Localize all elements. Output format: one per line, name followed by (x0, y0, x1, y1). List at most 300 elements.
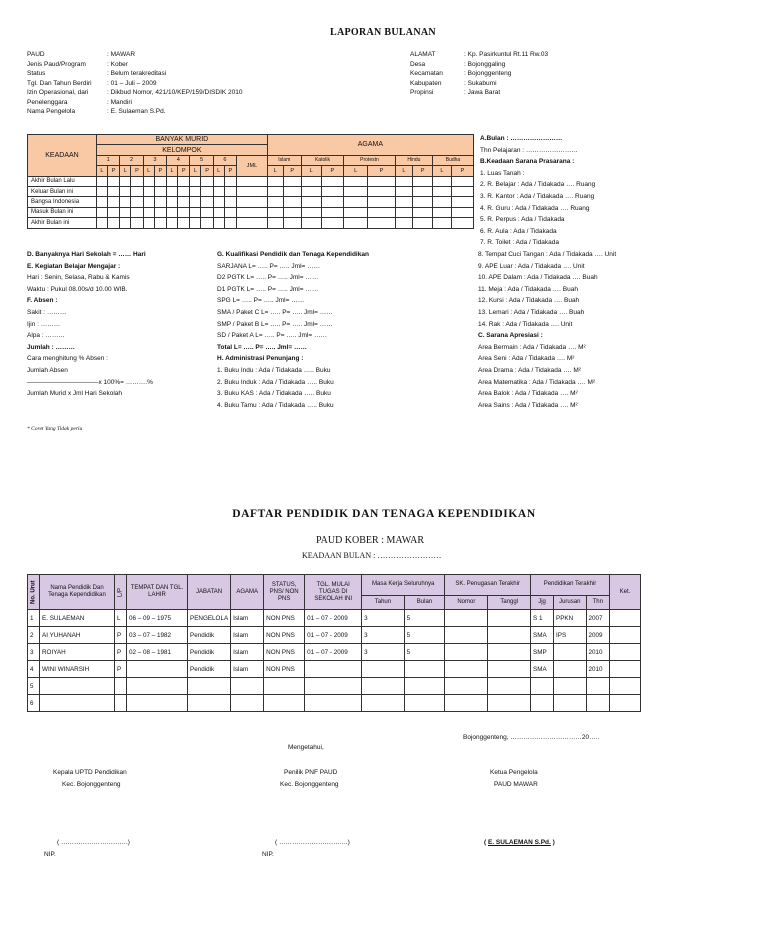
staff-cell-ket (610, 678, 641, 695)
grid-cell (131, 207, 143, 217)
grid-cell (368, 218, 396, 228)
staff-cell-status (264, 678, 305, 695)
grid-cell (237, 176, 268, 186)
staff-cell-status (264, 695, 305, 712)
grid-cell (154, 176, 166, 186)
staff-cell-jurusan: IPS (554, 627, 586, 644)
kelompok-header: KELOMPOK (97, 145, 268, 155)
grid-cell (97, 218, 108, 228)
info-row (27, 60, 243, 70)
acknowledged-label: Mengetahui, (288, 744, 324, 751)
text-line: Area Seni : Ada / Tidakada …. M² (478, 355, 575, 363)
text-line: 1. Luas Tanah : (480, 169, 525, 177)
info-value: : Kober (107, 60, 128, 68)
grid-cell (131, 176, 143, 186)
staff-cell-tgl (305, 695, 362, 712)
info-row (410, 60, 548, 70)
staff-row (28, 627, 641, 644)
text-line: 8. Tempat Cuci Tangan : Ada / Tidakada …. Unit (478, 251, 617, 258)
staff-cell-agama (231, 695, 264, 712)
info-key: Tgl. Dan Tahun Berdiri (27, 79, 92, 87)
staff-cell-no: 3 (28, 644, 40, 661)
grid-row (28, 176, 474, 186)
staff-cell-ket (610, 695, 641, 712)
head-uptd-nip: NIP. (44, 851, 56, 858)
gender-l: L (97, 166, 108, 176)
text-line: 1. Buku Indu : Ada / Tidakada ….. Buku (217, 366, 331, 374)
staff-cell-tahun: 3 (362, 610, 405, 627)
staff-cell-tgl (305, 661, 362, 678)
staff-cell-bulan (404, 695, 445, 712)
religion-header: Budha (432, 155, 473, 165)
info-value: : Sukabumi (464, 79, 497, 87)
grid-cell (301, 186, 321, 196)
gender-l: L (301, 166, 321, 176)
staff-title: DAFTAR PENDIDIK DAN TENAGA KEPENDIDIKAN (232, 508, 536, 520)
religion-header: Hindu (395, 155, 432, 165)
staff-cell-nama: ROIYAH (40, 644, 115, 661)
staff-cell-thn (586, 678, 609, 695)
info-row (27, 88, 243, 98)
staff-cell-ket (610, 661, 641, 678)
grid-cell (432, 218, 451, 228)
facilities-and-appreciation (478, 249, 616, 411)
header-masa_kerja: Masa Kerja Seluruhnya (362, 575, 445, 596)
text-line: 13. Lemari : Ada / Tidakada …. Buah (478, 308, 585, 316)
group-header: 5 (190, 155, 213, 165)
staff-cell-nomor (445, 627, 488, 644)
info-row (410, 88, 548, 98)
text-line: SMP / Paket B L= ….. P= ….. Jml= …… (217, 320, 333, 328)
grid-row-label: Keluar Bulan ini (28, 186, 97, 196)
staff-cell-no: 2 (28, 627, 40, 644)
staff-cell-status: NON PNS (264, 644, 305, 661)
staff-cell-jjg (531, 695, 554, 712)
text-line: 4. Buku Tamu : Ada / Tidakada ….. Buku (217, 401, 334, 409)
header-tgl_mulai: TGL. MULAI TUGAS DI SEKOLAH INI (305, 575, 362, 610)
text-line: Hari : Senin, Selasa, Rabu & Kamis (27, 274, 130, 282)
grid-cell (344, 176, 368, 186)
grid-cell (97, 207, 108, 217)
staff-cell-bulan: 5 (404, 644, 445, 661)
gender-p: P (201, 166, 213, 176)
staff-cell-tanggl (488, 627, 531, 644)
grid-cell (213, 207, 224, 217)
staff-cell-jjg: SMA (531, 661, 554, 678)
agama-header: AGAMA (267, 135, 473, 156)
head-uptd-sub: Kec. Bojonggenteng (62, 781, 121, 788)
staff-cell-lp: P (115, 661, 127, 678)
text-line: Jumlah Absen (27, 366, 68, 374)
grid-cell (432, 207, 451, 217)
group-header: 6 (213, 155, 236, 165)
staff-cell-jjg: SMA (531, 627, 554, 644)
grid-cell (301, 176, 321, 186)
place-date: Bojonggenteng, ……………………………20….. (463, 734, 600, 741)
staff-cell-jurusan (554, 695, 586, 712)
grid-cell (283, 197, 301, 207)
gender-l: L (344, 166, 368, 176)
info-row (27, 50, 243, 60)
grid-cell (451, 218, 473, 228)
gender-l: L (213, 166, 224, 176)
gender-p: P (321, 166, 344, 176)
grid-cell (237, 207, 268, 217)
staff-cell-no: 1 (28, 610, 40, 627)
staff-row (28, 678, 641, 695)
info-key: Desa (410, 60, 426, 68)
text-line: E. Kegiatan Belajar Mengajar : (27, 262, 121, 270)
group-header: 3 (143, 155, 166, 165)
staff-cell-thn: 2007 (586, 610, 609, 627)
grid-cell (432, 186, 451, 196)
staff-cell-jurusan (554, 661, 586, 678)
grid-cell (167, 197, 178, 207)
text-line: Waktu : Pukul 08.00s/d 10.00 WIB. (27, 285, 128, 293)
grid-cell (120, 207, 131, 217)
text-line: Alpa : ……… (27, 332, 65, 340)
grid-cell (120, 176, 131, 186)
staff-cell-status: NON PNS (264, 610, 305, 627)
grid-cell (107, 218, 119, 228)
grid-cell (237, 197, 268, 207)
grid-cell (154, 207, 166, 217)
staff-cell-nama: WINI WINARSIH (40, 661, 115, 678)
grid-cell (201, 176, 213, 186)
text-line: D2 PGTK L= ….. P= ….. Jml= …… (217, 274, 319, 282)
text-line: Area Drama : Ada / Tidakada …. M² (478, 366, 581, 374)
grid-cell (321, 197, 344, 207)
info-row (27, 79, 243, 89)
staff-row (28, 644, 641, 661)
grid-cell (120, 186, 131, 196)
staff-cell-nomor (445, 695, 488, 712)
grid-cell (177, 218, 189, 228)
text-line: 4. R. Guru : Ada / Tidakada …. Ruang (480, 204, 590, 212)
grid-cell (301, 207, 321, 217)
grid-cell (432, 197, 451, 207)
staff-cell-ttl (127, 678, 188, 695)
head-uptd-name: ( ………………………….) (57, 839, 130, 846)
header-jjg: Jjg (531, 595, 554, 609)
chair-sub: PAUD MAWAR (494, 781, 538, 788)
staff-row (28, 610, 641, 627)
staff-cell-tahun: 3 (362, 627, 405, 644)
grid-row-label: Bangsa Indonesia (28, 197, 97, 207)
text-line: SD / Paket A L= ….. P= ….. Jml= …… (217, 332, 327, 340)
staff-cell-nomor (445, 610, 488, 627)
period-and-facilities (480, 133, 595, 249)
grid-cell (143, 186, 154, 196)
grid-cell (395, 186, 412, 196)
grid-cell (213, 186, 224, 196)
staff-cell-jabatan (188, 695, 231, 712)
staff-cell-agama: Islam (231, 627, 264, 644)
grid-cell (283, 207, 301, 217)
grid-cell (413, 207, 433, 217)
text-line: SARJANA L= ….. P= ….. Jml= …… (217, 262, 321, 270)
info-value: : 01 – Juli – 2009 (107, 79, 157, 87)
staff-cell-status: NON PNS (264, 661, 305, 678)
info-value: : Mandiri (107, 98, 132, 106)
staff-cell-tgl: 01 – 07 - 2009 (305, 644, 362, 661)
staff-cell-agama (231, 678, 264, 695)
grid-cell (120, 197, 131, 207)
info-key: PAUD (27, 51, 45, 58)
gender-p: P (107, 166, 119, 176)
text-line: B.Keadaan Sarana Prasarana : (480, 158, 575, 166)
grid-cell (177, 207, 189, 217)
staff-cell-jabatan (188, 678, 231, 695)
grid-cell (451, 197, 473, 207)
text-line: Area Balok : Ada / Tidakada …. M² (478, 390, 578, 398)
grid-cell (368, 197, 396, 207)
grid-cell (395, 176, 412, 186)
staff-cell-agama: Islam (231, 610, 264, 627)
gender-l: L (190, 166, 201, 176)
grid-cell (344, 197, 368, 207)
gender-p: P (131, 166, 143, 176)
staff-cell-no: 6 (28, 695, 40, 712)
staff-cell-jabatan: PENGELOLA (188, 610, 231, 627)
info-key: Penelenggara (27, 98, 68, 106)
grid-cell (301, 197, 321, 207)
staff-cell-nama (40, 695, 115, 712)
header-status: STATUS, PNS/ NON PNS (264, 575, 305, 610)
grid-cell (237, 218, 268, 228)
text-line: Area Matematika : Ada / Tidakada …. M² (478, 378, 596, 386)
chair-name: ( E. SULAEMAN S.Pd. ) (484, 839, 555, 846)
gender-l: L (395, 166, 412, 176)
staff-cell-jurusan (554, 644, 586, 661)
jml-header: JML (237, 155, 268, 176)
gender-p: P (224, 166, 236, 176)
grid-cell (368, 186, 396, 196)
gender-l: L (167, 166, 178, 176)
text-line: ———————————x 100%= ……….% (27, 378, 153, 386)
grid-row (28, 197, 474, 207)
grid-cell (344, 207, 368, 217)
staff-cell-thn: 2009 (586, 627, 609, 644)
grid-cell (107, 207, 119, 217)
info-value: : Dikbud Nomor, 421/10/KEP/159/DISDIK 2010 (107, 89, 243, 96)
address-info (410, 50, 548, 98)
grid-cell (321, 176, 344, 186)
header-jurusan: Jurusan (554, 595, 586, 609)
info-key: Kabupaten (410, 79, 442, 87)
grid-header-row (28, 135, 474, 145)
staff-row (28, 695, 641, 712)
header-ttl: TEMPAT DAN TGL. LAHIR (127, 575, 188, 610)
staff-cell-nomor (445, 678, 488, 695)
gender-p: P (451, 166, 473, 176)
grid-cell (413, 186, 433, 196)
info-key: Jenis Paud/Program (27, 60, 86, 68)
staff-cell-tahun (362, 661, 405, 678)
grid-cell (167, 176, 178, 186)
staff-cell-jabatan: Pendidik (188, 627, 231, 644)
text-line: 6. R. Aula : Ada / Tidakada (480, 227, 557, 235)
text-line: D. Banyaknya Hari Sekolah = …… Hari (27, 251, 146, 258)
staff-cell-jjg: SMP (531, 644, 554, 661)
staff-cell-tgl: 01 – 07 - 2009 (305, 627, 362, 644)
grid-cell (413, 197, 433, 207)
text-line: Jumlah Murid x Jml Hari Sekolah (27, 390, 123, 398)
grid-cell (107, 176, 119, 186)
staff-cell-jurusan (554, 678, 586, 695)
staff-school: PAUD KOBER : MAWAR (316, 535, 425, 546)
grid-cell (131, 186, 143, 196)
grid-cell (224, 197, 236, 207)
religion-header: Islam (267, 155, 301, 165)
info-key: Status (27, 70, 46, 77)
chair-name-text: E. SULAEMAN S.Pd. (487, 839, 551, 846)
header-tanggl: Tanggl (488, 595, 531, 609)
grid-row (28, 218, 474, 228)
grid-cell (154, 218, 166, 228)
grid-cell (154, 197, 166, 207)
text-line: C. Sarana Apresiasi : (478, 332, 543, 340)
grid-cell (224, 186, 236, 196)
supervisor-sub: Kec. Bojonggenteng (280, 781, 339, 788)
info-value: : E. Sulaeman S.Pd. (107, 108, 166, 115)
text-line: F. Absen : (27, 297, 58, 305)
grid-cell (283, 176, 301, 186)
info-value: : Kp. Pasirkuntul Rt.11 Rw.03 (464, 51, 549, 58)
grid-cell (283, 218, 301, 228)
text-line: SMA / Paket C L= ….. P= ….. Jml= …… (217, 308, 333, 316)
grid-cell (213, 176, 224, 186)
grid-cell (451, 186, 473, 196)
staff-cell-bulan (404, 661, 445, 678)
grid-cell (97, 186, 108, 196)
staff-cell-thn (586, 695, 609, 712)
head-uptd-title: Kepala UPTD Pendidikan (53, 769, 127, 776)
staff-cell-ttl: 06 – 09 – 1975 (127, 610, 188, 627)
header-jabatan: JABATAN (188, 575, 231, 610)
staff-cell-agama: Islam (231, 661, 264, 678)
staff-cell-tanggl (488, 695, 531, 712)
text-line: D1 PGTK L= ….. P= ….. Jml= …… (217, 285, 319, 293)
staff-cell-jurusan: PPKN (554, 610, 586, 627)
text-line: Sakit : ……… (27, 308, 67, 316)
group-header: 2 (120, 155, 143, 165)
header-pendidikan: Pendidikan Terakhir (531, 575, 610, 596)
staff-cell-tahun: 3 (362, 644, 405, 661)
staff-cell-bulan: 5 (404, 610, 445, 627)
staff-cell-tahun (362, 678, 405, 695)
staff-cell-tahun (362, 695, 405, 712)
grid-cell (395, 197, 412, 207)
grid-cell (368, 176, 396, 186)
header-nama: Nama Pendidik Dan Tenaga Kependidikan (40, 575, 115, 610)
header-bulan: Bulan (404, 595, 445, 609)
grid-row-label: Akhir Bulan ini (28, 218, 97, 228)
gender-p: P (177, 166, 189, 176)
grid-cell (201, 186, 213, 196)
grid-cell (167, 207, 178, 217)
keadaan-header: KEADAAN (28, 135, 97, 177)
header-lp: L/P (115, 575, 127, 610)
staff-cell-tgl (305, 678, 362, 695)
staff-cell-ket (610, 644, 641, 661)
grid-cell (190, 176, 201, 186)
text-line: Ijin : ……… (27, 320, 61, 328)
info-row (27, 69, 243, 79)
grid-cell (201, 218, 213, 228)
gender-p: P (283, 166, 301, 176)
staff-cell-agama: Islam (231, 644, 264, 661)
grid-cell (167, 218, 178, 228)
grid-cell (190, 197, 201, 207)
staff-cell-ttl (127, 695, 188, 712)
text-line: Jumlah : ……… (27, 343, 76, 351)
staff-row (28, 661, 641, 678)
text-line: 14. Rak : Ada / Tidakada …. Unit (478, 320, 573, 328)
supervisor-nip: NIP. (262, 851, 274, 858)
text-line: 12. Kursi : Ada / Tidakada …. Buah (478, 297, 580, 305)
report-title: LAPORAN BULANAN (330, 27, 436, 38)
grid-cell (143, 197, 154, 207)
grid-row (28, 207, 474, 217)
text-line: G. Kualifikasi Pendidik dan Tenaga Kependidikan (217, 251, 369, 258)
text-line: 11. Meja : Ada / Tidakada …. Buah (478, 285, 578, 293)
staff-header-row (28, 575, 641, 596)
grid-cell (143, 218, 154, 228)
text-line: 7. R. Toilet : Ada / Tidakada (480, 239, 560, 247)
staff-cell-bulan: 5 (404, 627, 445, 644)
text-line: Thn Pelajaran : …………………… (480, 146, 578, 154)
staff-cell-nama: AI YUHANAH (40, 627, 115, 644)
text-line: Area Sains : Ada / Tidakada …. M² (478, 401, 578, 409)
info-value: : Bojonggaling (464, 60, 506, 68)
grid-cell (177, 176, 189, 186)
grid-cell (267, 176, 283, 186)
grid-cell (213, 218, 224, 228)
info-key: ALAMAT (410, 51, 436, 58)
text-line: Cara menghitung % Absen : (27, 355, 108, 363)
grid-cell (237, 186, 268, 196)
religion-header: Protestn (344, 155, 396, 165)
staff-month: KEADAAN BULAN : …………………… (302, 551, 442, 560)
text-line: 9. APE Luar : Ada / Tidakada …. Unit (478, 262, 585, 270)
header-sk: SK. Penugasan Terakhir (445, 575, 531, 596)
gender-p: P (368, 166, 396, 176)
info-row (410, 50, 548, 60)
staff-cell-jjg (531, 678, 554, 695)
text-line: 2. R. Belajar : Ada / Tidakada …. Ruang (480, 181, 596, 189)
schedule-and-attendance (27, 249, 153, 400)
staff-cell-jjg: S 1 (531, 610, 554, 627)
gender-l: L (432, 166, 451, 176)
text-line: A.Bulan : …………………… (480, 135, 563, 142)
text-line: Area Bermain : Ada / Tidakada …. M² (478, 343, 586, 351)
school-info (27, 50, 243, 117)
grid-cell (451, 176, 473, 186)
gender-l: L (120, 166, 131, 176)
grid-cell (190, 207, 201, 217)
info-row (410, 69, 548, 79)
staff-cell-no: 5 (28, 678, 40, 695)
grid-cell (321, 218, 344, 228)
header-no: No. Urut (28, 575, 40, 610)
staff-cell-nama: E. SULAEMAN (40, 610, 115, 627)
staff-cell-tanggl (488, 661, 531, 678)
grid-cell (213, 197, 224, 207)
staff-cell-thn: 2010 (586, 644, 609, 661)
grid-cell (131, 197, 143, 207)
grid-cell (413, 176, 433, 186)
